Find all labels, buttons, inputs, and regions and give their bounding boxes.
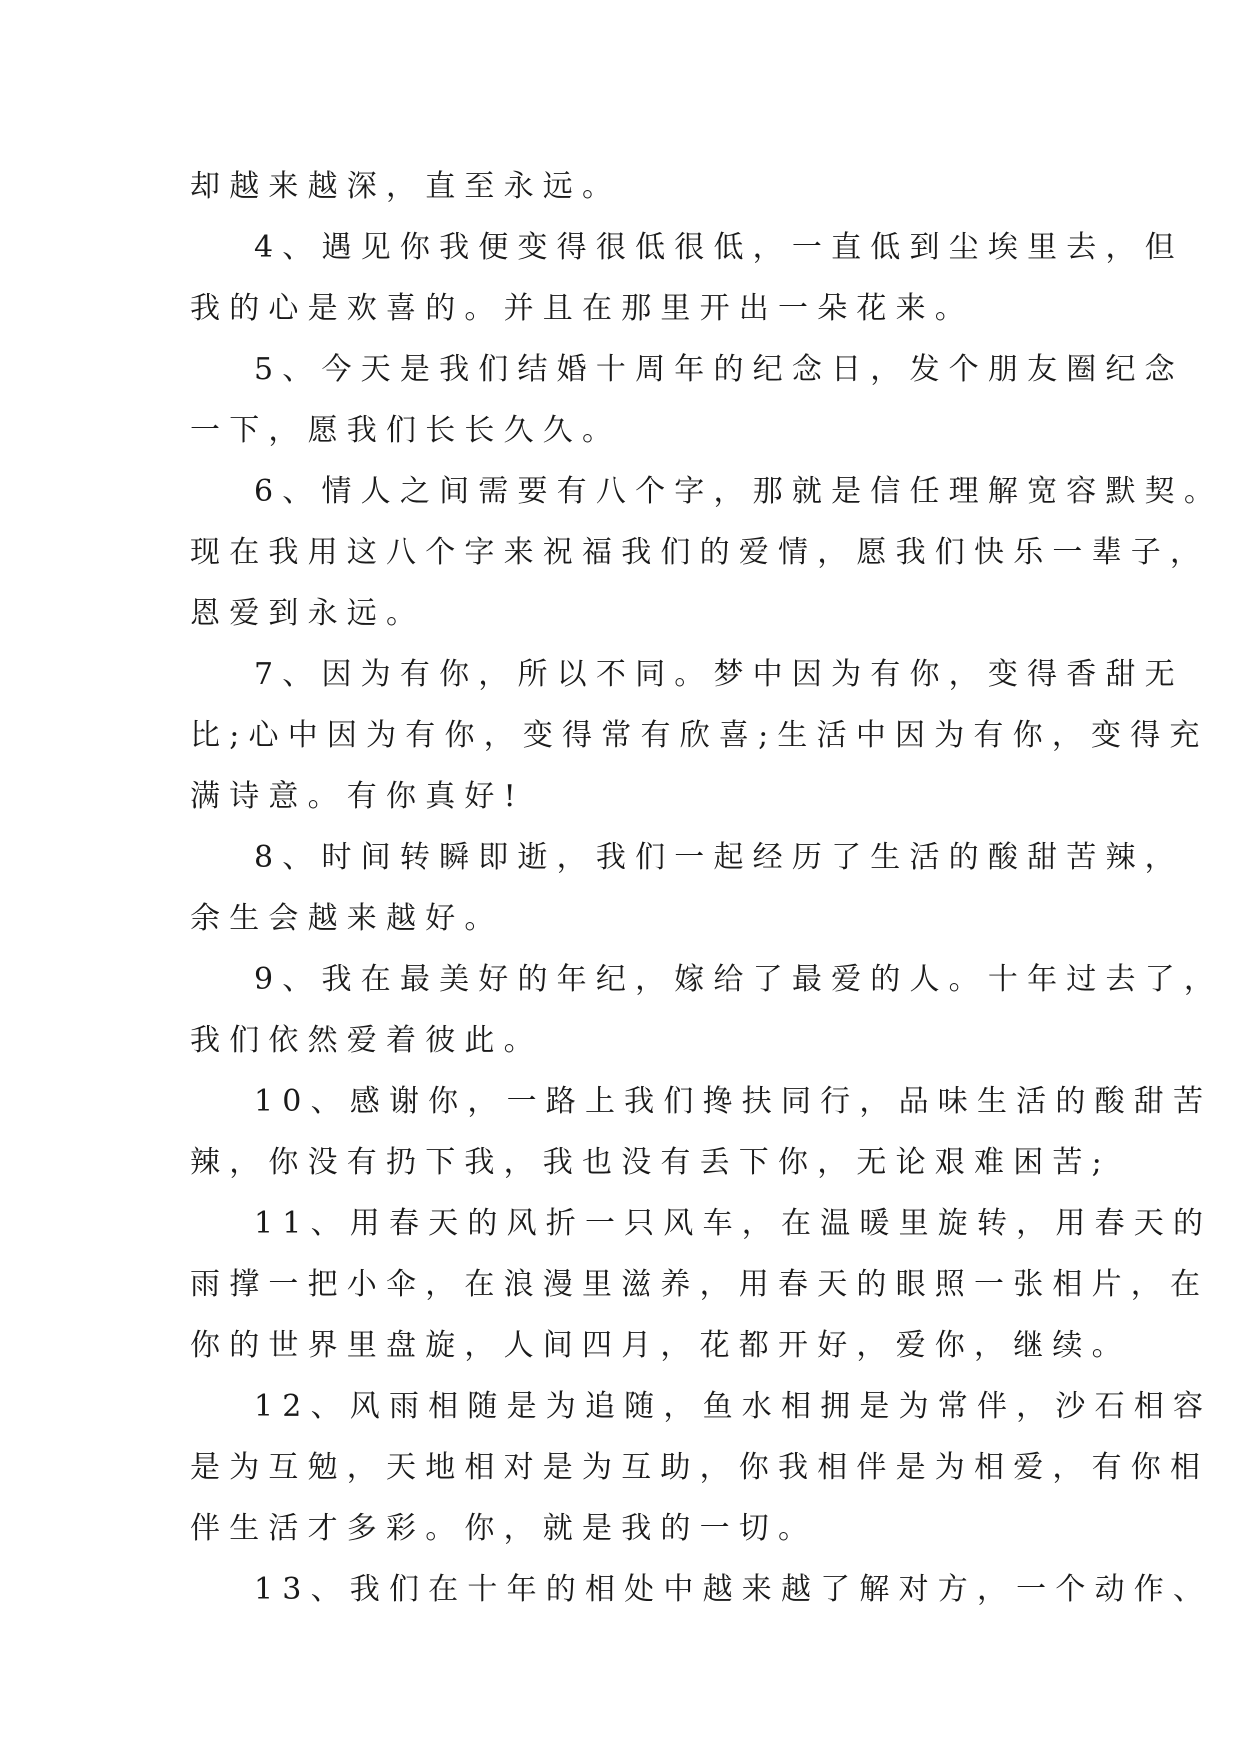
text-line: 现在我用这八个字来祝福我们的爱情，愿我们快乐一辈子， bbox=[190, 535, 1210, 570]
text-line: 余生会越来越好。 bbox=[190, 901, 504, 936]
text-line: 12、风雨相随是为追随，鱼水相拥是为常伴，沙石相容 bbox=[254, 1389, 1213, 1424]
text-line: 我们依然爱着彼此。 bbox=[190, 1023, 543, 1058]
text-line: 比;心中因为有你，变得常有欣喜;生活中因为有你，变得充 bbox=[190, 718, 1209, 753]
text-line: 4、遇见你我便变得很低很低，一直低到尘埃里去，但 bbox=[254, 230, 1184, 265]
text-line: 雨撑一把小伞，在浪漫里滋养，用春天的眼照一张相片，在 bbox=[190, 1267, 1210, 1302]
text-line: 满诗意。有你真好! bbox=[190, 779, 525, 814]
text-line: 9、我在最美好的年纪，嫁给了最爱的人。十年过去了， bbox=[254, 962, 1224, 997]
text-line: 你的世界里盘旋，人间四月，花都开好，爱你，继续。 bbox=[190, 1328, 1131, 1363]
text-line: 10、感谢你，一路上我们搀扶同行，品味生活的酸甜苦 bbox=[254, 1084, 1213, 1119]
text-line: 8、时间转瞬即逝，我们一起经历了生活的酸甜苦辣， bbox=[254, 840, 1184, 875]
text-line: 7、因为有你，所以不同。梦中因为有你，变得香甜无 bbox=[254, 657, 1184, 692]
text-line: 辣，你没有扔下我，我也没有丢下你，无论艰难困苦; bbox=[190, 1145, 1111, 1180]
text-line: 一下，愿我们长长久久。 bbox=[190, 413, 622, 448]
text-line: 11、用春天的风折一只风车，在温暖里旋转，用春天的 bbox=[254, 1206, 1213, 1241]
text-line: 6、情人之间需要有八个字，那就是信任理解宽容默契。 bbox=[254, 474, 1224, 509]
text-line: 恩爱到永远。 bbox=[190, 596, 426, 631]
text-line: 我的心是欢喜的。并且在那里开出一朵花来。 bbox=[190, 291, 974, 326]
text-line: 伴生活才多彩。你，就是我的一切。 bbox=[190, 1511, 818, 1546]
text-line: 是为互勉，天地相对是为互助，你我相伴是为相爱，有你相 bbox=[190, 1450, 1210, 1485]
text-line: 却越来越深，直至永远。 bbox=[190, 169, 622, 204]
document-body bbox=[190, 156, 1224, 1620]
text-line: 5、今天是我们结婚十周年的纪念日，发个朋友圈纪念 bbox=[254, 352, 1184, 387]
text-line: 13、我们在十年的相处中越来越了解对方，一个动作、 bbox=[254, 1572, 1213, 1607]
